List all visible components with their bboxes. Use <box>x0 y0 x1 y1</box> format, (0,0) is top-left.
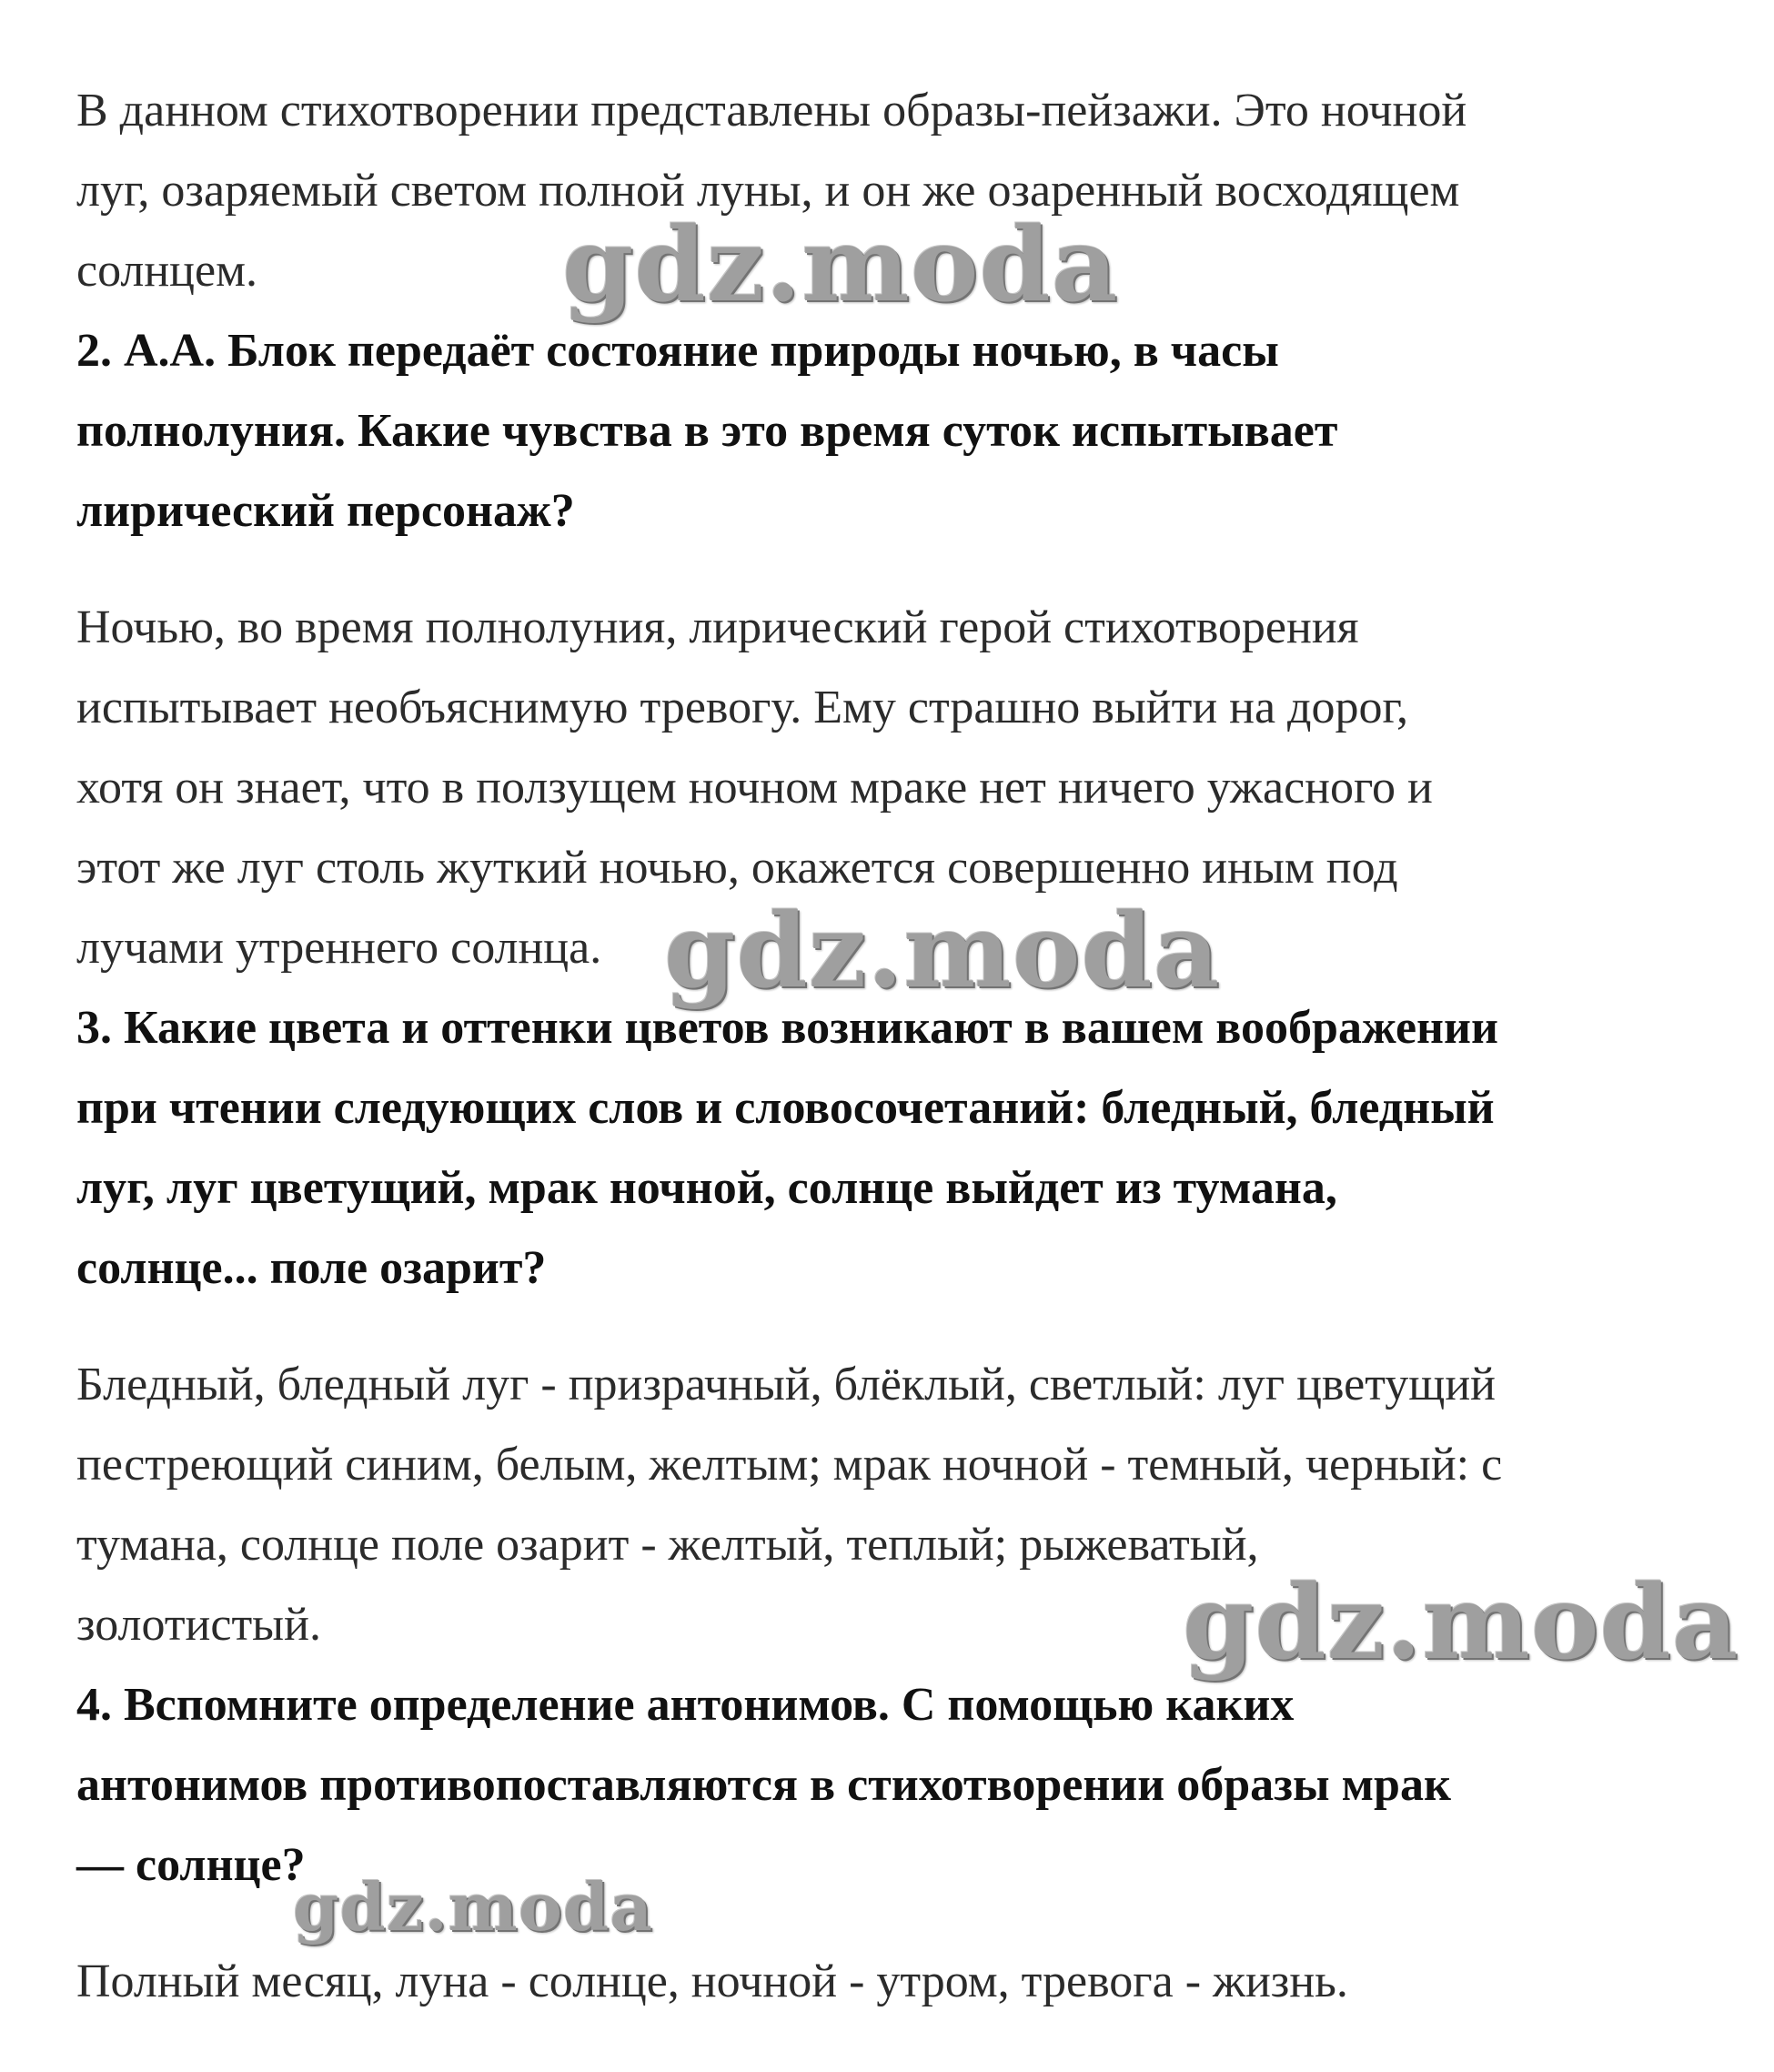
text-line: Бледный, бледный луг - призрачный, блёклый, светлый: луг цветущий <box>76 1359 1496 1410</box>
text-line: испытывает необъяснимую тревогу. Ему страшно выйти на дорог, <box>76 682 1408 733</box>
answer-paragraph-2 <box>76 588 1714 988</box>
text-line: луг, луг цветущий, мрак ночной, солнце выйдет из тумана, <box>76 1162 1337 1214</box>
text-line: этот же луг столь жуткий ночью, окажется совершенно иным под <box>76 842 1398 894</box>
answer-paragraph-4 <box>76 1942 1714 2022</box>
answer-paragraph-1 <box>76 71 1714 311</box>
text-line: В данном стихотворении представлены образы-пейзажи. Это ночной <box>76 85 1467 136</box>
answer-paragraph-3 <box>76 1345 1714 1665</box>
text-line: солнце... поле озарит? <box>76 1242 547 1294</box>
text-line: хотя он знает, что в ползущем ночном мраке нет ничего ужасного и <box>76 762 1433 814</box>
text-line: антонимов противопоставляются в стихотворении образы мрак <box>76 1759 1451 1811</box>
text-line: Полный месяц, луна - солнце, ночной - утром, тревога - жизнь. <box>76 1956 1348 2007</box>
text-line: 2. А.А. Блок передаёт состояние природы ночью, в часы <box>76 325 1279 377</box>
text-line: Ночью, во время полнолуния, лирический герой стихотворения <box>76 601 1359 653</box>
watermark-logo: gdz.moda <box>562 206 1119 325</box>
spacer <box>76 1309 1714 1345</box>
text-line: солнцем. <box>76 245 257 297</box>
text-line: луг, озаряемый светом полной луны, и он же озаренный восходящем <box>76 165 1460 217</box>
text-line: — солнце? <box>76 1839 306 1891</box>
text-line: тумана, солнце поле озарит - желтый, теплый; рыжеватый, <box>76 1519 1259 1571</box>
watermark-logo: gdz.moda <box>1183 1563 1739 1683</box>
text-line: при чтении следующих слов и словосочетаний: бледный, бледный <box>76 1082 1495 1134</box>
spacer <box>76 551 1714 588</box>
spacer <box>76 1905 1714 1942</box>
text-line: лирический персонаж? <box>76 485 575 537</box>
document-page <box>76 71 1714 2022</box>
text-line: пестреющий синим, белым, желтым; мрак ночной - темный, черный: с <box>76 1439 1503 1491</box>
text-line: золотистый. <box>76 1599 321 1651</box>
watermark-logo: gdz.moda <box>293 1868 653 1946</box>
question-3 <box>76 988 1714 1309</box>
text-line: 3. Какие цвета и оттенки цветов возникают в вашем воображении <box>76 1002 1498 1054</box>
text-line: лучами утреннего солнца. <box>76 922 602 974</box>
question-4 <box>76 1665 1714 1905</box>
watermark-logo: gdz.moda <box>664 892 1221 1011</box>
text-line: полнолуния. Какие чувства в это время суток испытывает <box>76 405 1338 457</box>
text-line: 4. Вспомните определение антонимов. С помощью каких <box>76 1679 1295 1731</box>
question-2 <box>76 311 1714 551</box>
